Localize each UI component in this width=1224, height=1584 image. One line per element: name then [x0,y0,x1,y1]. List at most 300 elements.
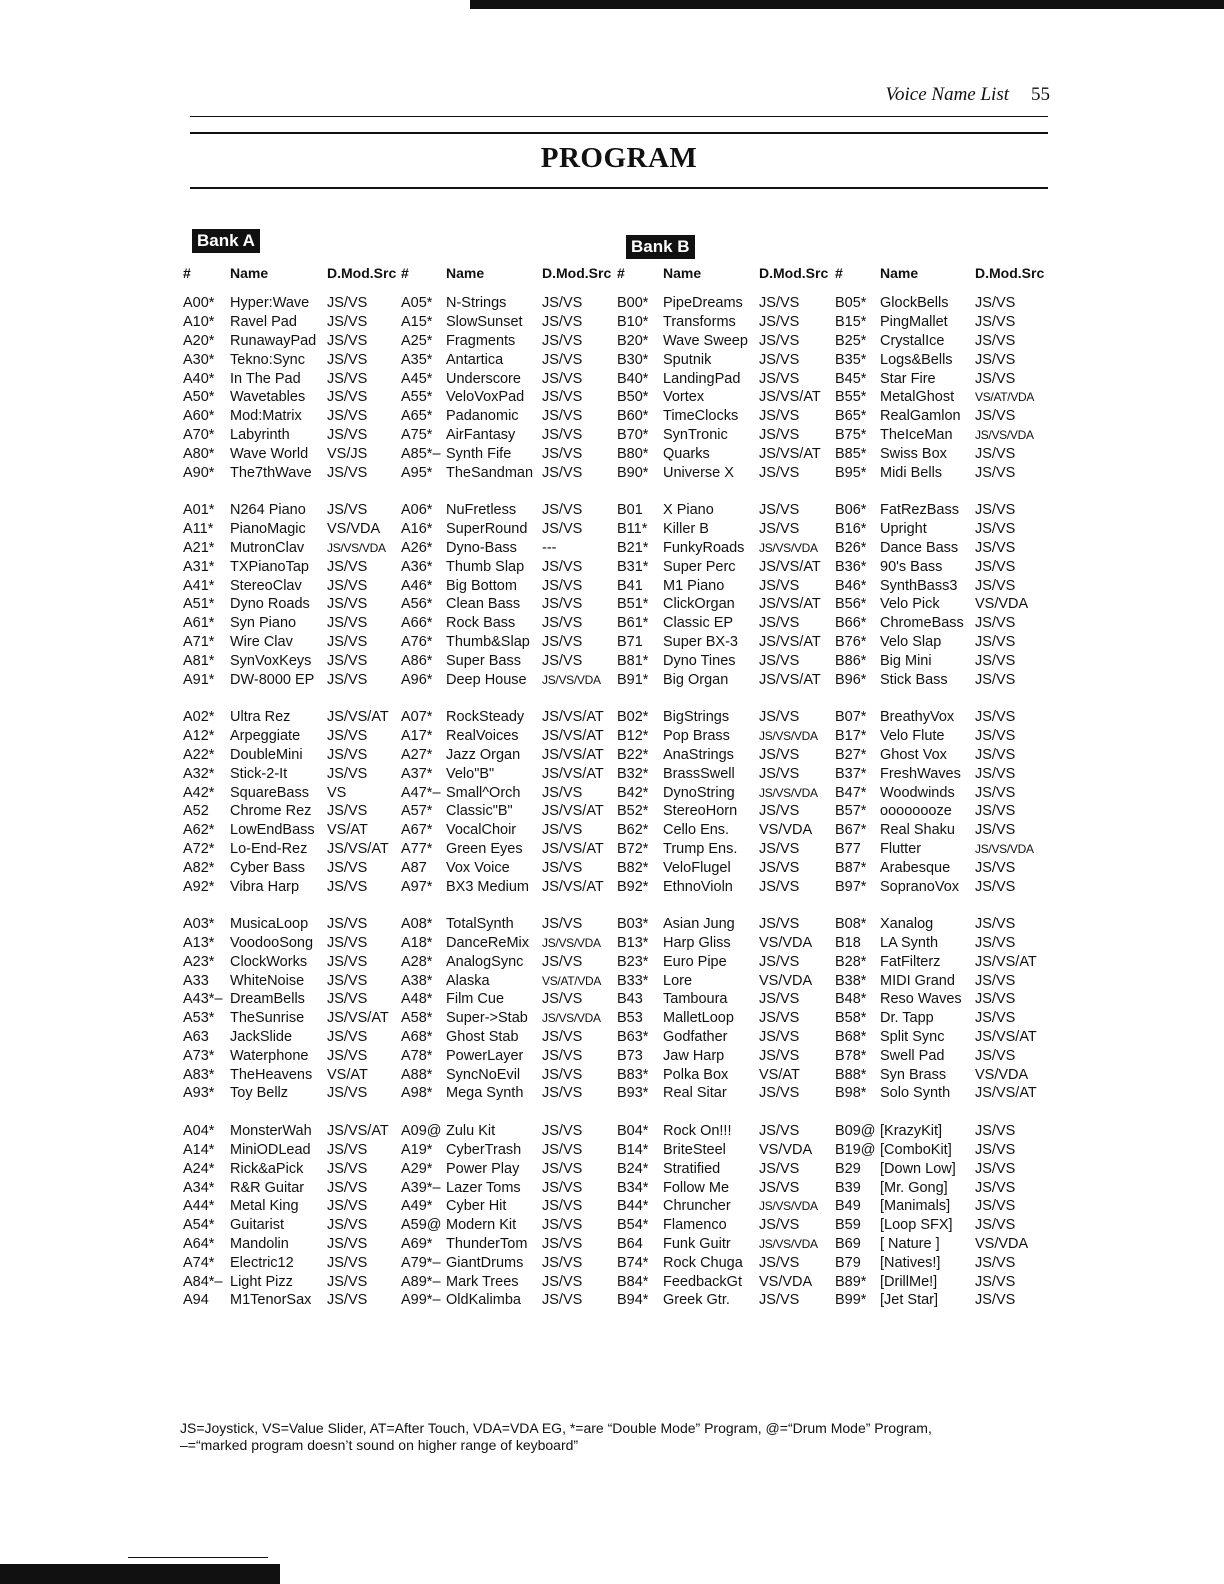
mod-source: JS/VS/AT [759,671,821,688]
mod-source: JS/VS [542,859,583,876]
program-number: A84*– [183,1273,223,1290]
program-number: B22* [617,746,649,763]
program-name: TXPianoTap [230,558,309,575]
section-title: Voice Name List [885,84,1009,105]
program-number: A58* [401,1010,433,1027]
mod-source: VS/VDA [759,1142,813,1159]
program-number: A32* [183,765,215,782]
program-name: Mega Synth [446,1085,524,1102]
mod-source: JS/VS [542,314,583,331]
mod-source: JS/VS [975,709,1016,726]
table-row [183,670,1053,689]
mod-source: JS/VS [327,1217,368,1234]
mod-source: JS/VS [542,408,583,425]
program-number: A52 [183,803,209,820]
program-name: [Down Low] [880,1160,956,1177]
program-name: Toy Bellz [230,1085,289,1102]
program-name: [DrillMe!] [880,1273,938,1290]
program-number: B75* [835,426,867,443]
program-name: Wire Clav [230,633,293,650]
group-spacer [183,1103,1053,1122]
mod-source: JS/VS [327,972,368,989]
mod-source: JS/VS [975,991,1016,1008]
program-number: A94 [183,1292,209,1309]
mod-source: JS/VS [327,1142,368,1159]
program-name: Metal King [230,1198,299,1215]
mod-source: JS/VS [975,445,1016,462]
program-name: Euro Pipe [663,953,727,970]
mod-source: JS/VS/AT [759,389,821,406]
program-number: A31* [183,558,215,575]
mod-source: VS/VDA [759,1273,813,1290]
program-number: A68* [401,1029,433,1046]
program-number: B71 [617,633,643,650]
program-number: A83* [183,1066,215,1083]
program-number: B77 [835,840,861,857]
mod-source: JS/VS [327,953,368,970]
program-name: Polka Box [663,1066,729,1083]
program-number: B23* [617,953,649,970]
program-name: Arpeggiate [230,728,301,745]
program-name: Big Bottom [446,577,517,594]
mod-source: JS/VS [542,822,583,839]
mod-source: JS/VS/VDA [975,841,1034,856]
program-name: SynTronic [663,426,728,443]
mod-source: JS/VS [327,859,368,876]
table-row [183,802,1053,821]
program-number: A27* [401,746,433,763]
program-name: MetalGhost [880,389,955,406]
program-number: A00* [183,295,215,312]
program-name: ChromeBass [880,615,964,632]
program-number: B69 [835,1236,861,1253]
program-name: Chrome Rez [230,803,312,820]
program-name: Real Shaku [880,822,955,839]
program-name: StereoHorn [663,803,738,820]
mod-source: JS/VS [975,916,1016,933]
program-number: A08* [401,916,433,933]
program-number: A95* [401,464,433,481]
program-name: Green Eyes [446,840,523,857]
program-name: Super->Stab [446,1010,528,1027]
program-name: BrassSwell [663,765,735,782]
program-number: B78* [835,1047,867,1064]
program-name: SyncNoEvil [446,1066,521,1083]
program-number: B45* [835,370,867,387]
mod-source: JS/VS [327,765,368,782]
table-row [183,614,1053,633]
program-number: A45* [401,370,433,387]
program-number: A73* [183,1047,215,1064]
program-name: Underscore [446,370,521,387]
mod-source: JS/VS [759,1179,800,1196]
program-number: B24* [617,1160,649,1177]
mod-source: JS/VS [542,615,583,632]
program-name: oooooooze [880,803,952,820]
program-number: A87 [401,859,427,876]
program-number: A72* [183,840,215,857]
mod-source: JS/VS/AT [542,709,604,726]
program-name: 90's Bass [880,558,943,575]
mod-source: JS/VS [542,445,583,462]
program-number: A77* [401,840,433,857]
program-number: A63 [183,1029,209,1046]
program-number: B62* [617,822,649,839]
program-number: B34* [617,1179,649,1196]
program-number: B07* [835,709,867,726]
table-row [183,877,1053,896]
program-name: BX3 Medium [446,878,530,895]
program-number: A02* [183,709,215,726]
program-number: B67* [835,822,867,839]
program-name: Trump Ens. [663,840,738,857]
mod-source: JS/VS [542,1029,583,1046]
mod-source: JS/VS [759,1123,800,1140]
table-row [183,1065,1053,1084]
program-name: Jaw Harp [663,1047,725,1064]
program-number: B93* [617,1085,649,1102]
mod-source: JS/VS [975,408,1016,425]
program-name: N264 Piano [230,502,306,519]
mod-source: VS/VDA [759,972,813,989]
mod-source: JS/VS [975,1254,1016,1271]
program-number: B01 [617,502,643,519]
column-header: D.Mod.Src [327,265,397,281]
program-number: B20* [617,332,649,349]
table-row [183,934,1053,953]
program-name: Killer B [663,521,709,538]
mod-source: JS/VS [975,728,1016,745]
mod-source: JS/VS [542,652,583,669]
column-header: Name [230,265,269,281]
mod-source: JS/VS/AT [759,445,821,462]
program-number: A70* [183,426,215,443]
program-number: B58* [835,1010,867,1027]
mod-source: JS/VS [975,633,1016,650]
program-number: B47* [835,784,867,801]
program-name: Midi Bells [880,464,943,481]
program-number: B49 [835,1198,861,1215]
program-number: B56* [835,596,867,613]
mod-source: JS/VS [542,1047,583,1064]
program-number: A41* [183,577,215,594]
table-row [183,1272,1053,1291]
program-name: TimeClocks [663,408,739,425]
mod-source: JS/VS [327,671,368,688]
program-number: A24* [183,1160,215,1177]
program-name: Transforms [663,314,736,331]
program-name: PipeDreams [663,295,743,312]
mod-source: JS/VS/VDA [975,427,1034,442]
program-number: A80* [183,445,215,462]
mod-source: JS/VS/AT [327,840,389,857]
program-name: Velo"B" [446,765,495,782]
mod-source: JS/VS [542,1066,583,1083]
program-name: TheIceMan [880,426,953,443]
group-spacer [183,896,1053,915]
program-name: Chruncher [663,1198,731,1215]
program-name: FreshWaves [880,765,961,782]
mod-source: JS/VS [327,1179,368,1196]
mod-source: JS/VS [759,859,800,876]
page-number: 55 [1031,84,1050,105]
table-row [183,463,1053,482]
program-number: B94* [617,1292,649,1309]
program-name: Solo Synth [880,1085,951,1102]
table-row [183,821,1053,840]
mod-source: VS/AT [327,822,368,839]
program-number: B60* [617,408,649,425]
mod-source: JS/VS [327,408,368,425]
program-number: A59@ [401,1217,442,1234]
program-number: A89*– [401,1273,441,1290]
program-number: B97* [835,878,867,895]
program-name: N-Strings [446,295,507,312]
program-number: A26* [401,539,433,556]
program-name: SynVoxKeys [230,652,312,669]
program-name: Super Perc [663,558,736,575]
program-name: M1 Piano [663,577,725,594]
table-row [183,520,1053,539]
program-number: B80* [617,445,649,462]
program-number: B84* [617,1273,649,1290]
page-title: PROGRAM [540,142,698,174]
mod-source: JS/VS [975,1292,1016,1309]
program-name: Lore [663,972,693,989]
mod-source: JS/VS [759,746,800,763]
mod-source: JS/VS [975,1198,1016,1215]
column-header: # [617,265,625,281]
program-number: A56* [401,596,433,613]
mod-source: JS/VS [759,332,800,349]
program-number: B19@ [835,1142,876,1159]
mod-source: JS/VS [759,991,800,1008]
mod-source: JS/VS [542,633,583,650]
program-number: A66* [401,615,433,632]
program-number: B82* [617,859,649,876]
program-number: A76* [401,633,433,650]
program-number: A06* [401,502,433,519]
program-name: PianoMagic [230,521,306,538]
program-number: A34* [183,1179,215,1196]
program-name: Ghost Vox [880,746,947,763]
mod-source: JS/VS [327,464,368,481]
program-number: B76* [835,633,867,650]
program-name: Fragments [446,332,516,349]
mod-source: JS/VS [759,1254,800,1271]
mod-source: JS/VS/AT [542,746,604,763]
program-number: B57* [835,803,867,820]
mod-source: JS/VS [759,1160,800,1177]
mod-source: JS/VS/VDA [759,540,818,555]
table-row [183,1235,1053,1254]
program-number: A10* [183,314,215,331]
mod-source: JS/VS [975,370,1016,387]
program-name: ClickOrgan [663,596,735,613]
program-name: Wave Sweep [663,332,748,349]
program-number: A90* [183,464,215,481]
program-name: Dr. Tapp [880,1010,934,1027]
program-name: DoubleMini [230,746,303,763]
mod-source: JS/VS [759,295,800,312]
mod-source: JS/VS [327,803,368,820]
program-name: Harp Gliss [663,935,731,952]
mod-source: JS/VS [542,295,583,312]
bank-a-label: Bank A [192,229,260,253]
program-number: A12* [183,728,215,745]
mod-source: VS/AT/VDA [542,973,602,988]
mod-source: JS/VS [542,1179,583,1196]
program-name: Film Cue [446,991,505,1008]
mod-source: JS/VS [759,1085,800,1102]
program-name: Star Fire [880,370,936,387]
table-row [183,388,1053,407]
mod-source: JS/VS [975,1047,1016,1064]
mod-source: VS/AT/VDA [975,390,1035,405]
program-number: A43*– [183,991,223,1008]
program-number: B91* [617,671,649,688]
program-name: Super BX-3 [663,633,738,650]
program-number: B13* [617,935,649,952]
mod-source: JS/VS [759,953,800,970]
program-number: B39 [835,1179,861,1196]
mod-source: JS/VS/AT [327,709,389,726]
program-name: Labyrinth [230,426,290,443]
program-name: Clean Bass [446,596,521,613]
mod-source: JS/VS [975,935,1016,952]
program-number: A15* [401,314,433,331]
program-name: MIDI Grand [880,972,955,989]
mod-source: VS/AT [327,1066,368,1083]
program-name: Mark Trees [446,1273,519,1290]
program-name: Dyno Tines [663,652,736,669]
program-name: OldKalimba [446,1292,521,1309]
program-name: M1TenorSax [230,1292,312,1309]
mod-source: JS/VS [327,370,368,387]
program-name: Big Mini [880,652,932,669]
program-number: B06* [835,502,867,519]
mod-source: JS/VS [542,1198,583,1215]
program-name: Velo Pick [880,596,940,613]
column-header: D.Mod.Src [975,265,1045,281]
program-name: GlockBells [880,295,949,312]
program-name: Vox Voice [446,859,510,876]
table-row [183,1046,1053,1065]
program-number: B32* [617,765,649,782]
program-number: A20* [183,332,215,349]
table-row [183,1159,1053,1178]
program-name: Guitarist [230,1217,284,1234]
table-row [183,1197,1053,1216]
table-row [183,294,1053,313]
scan-top-edge [470,0,1224,9]
mod-source: JS/VS [759,840,800,857]
program-name: Synth Fife [446,445,512,462]
table-row [183,369,1053,388]
program-number: A38* [401,972,433,989]
program-number: A04* [183,1123,215,1140]
mod-source: JS/VS [327,916,368,933]
mod-source: JS/VS [542,464,583,481]
mod-source: JS/VS/VDA [542,936,601,951]
mod-source: JS/VS [542,1142,583,1159]
mod-source: JS/VS [975,803,1016,820]
mod-source: JS/VS/AT [327,1123,389,1140]
mod-source: JS/VS [759,351,800,368]
program-name: AnalogSync [446,953,524,970]
program-number: B02* [617,709,649,726]
program-name: Arabesque [880,859,951,876]
mod-source: JS/VS [975,671,1016,688]
mod-source: JS/VS/VDA [759,729,818,744]
mod-source: JS/VS [975,1010,1016,1027]
program-name: Cyber Hit [446,1198,507,1215]
program-number: B43 [617,991,643,1008]
table-row [183,953,1053,972]
program-number: B63* [617,1029,649,1046]
mod-source: JS/VS [975,1273,1016,1290]
mod-source: JS/VS [327,426,368,443]
mod-source: JS/VS [542,784,583,801]
program-name: LowEndBass [230,822,315,839]
program-name: [Manimals] [880,1198,951,1215]
program-number: A21* [183,539,215,556]
mod-source: JS/VS [327,1160,368,1177]
program-number: A62* [183,822,215,839]
mod-source: JS/VS [327,389,368,406]
program-number: B33* [617,972,649,989]
program-name: Classic"B" [446,803,513,820]
program-number: B40* [617,370,649,387]
program-number: B03* [617,916,649,933]
program-name: Universe X [663,464,734,481]
program-name: CyberTrash [446,1142,522,1159]
mod-source: JS/VS [327,295,368,312]
program-table-body [183,294,1053,1310]
program-name: Swell Pad [880,1047,945,1064]
mod-source: JS/VS [542,1273,583,1290]
column-header: # [835,265,843,281]
table-row [183,313,1053,332]
program-number: A25* [401,332,433,349]
program-name: StereoClav [230,577,302,594]
program-name: NuFretless [446,502,517,519]
program-name: RunawayPad [230,332,317,349]
program-number: B05* [835,295,867,312]
mod-source: JS/VS [975,972,1016,989]
mod-source: JS/VS [975,1142,1016,1159]
program-number: B27* [835,746,867,763]
program-name: Pop Brass [663,728,730,745]
program-number: B28* [835,953,867,970]
program-number: B61* [617,615,649,632]
table-row [183,426,1053,445]
mod-source: JS/VS [327,577,368,594]
mod-source: JS/VS [327,332,368,349]
program-number: B50* [617,389,649,406]
program-number: B55* [835,389,867,406]
mod-source: JS/VS [759,464,800,481]
mod-source: JS/VS [759,502,800,519]
program-number: B44* [617,1198,649,1215]
mod-source: JS/VS [327,935,368,952]
table-row [183,1253,1053,1272]
mod-source: VS [327,784,347,801]
program-number: B04* [617,1123,649,1140]
mod-source: JS/VS [327,615,368,632]
program-number: B79 [835,1254,861,1271]
program-number: A71* [183,633,215,650]
